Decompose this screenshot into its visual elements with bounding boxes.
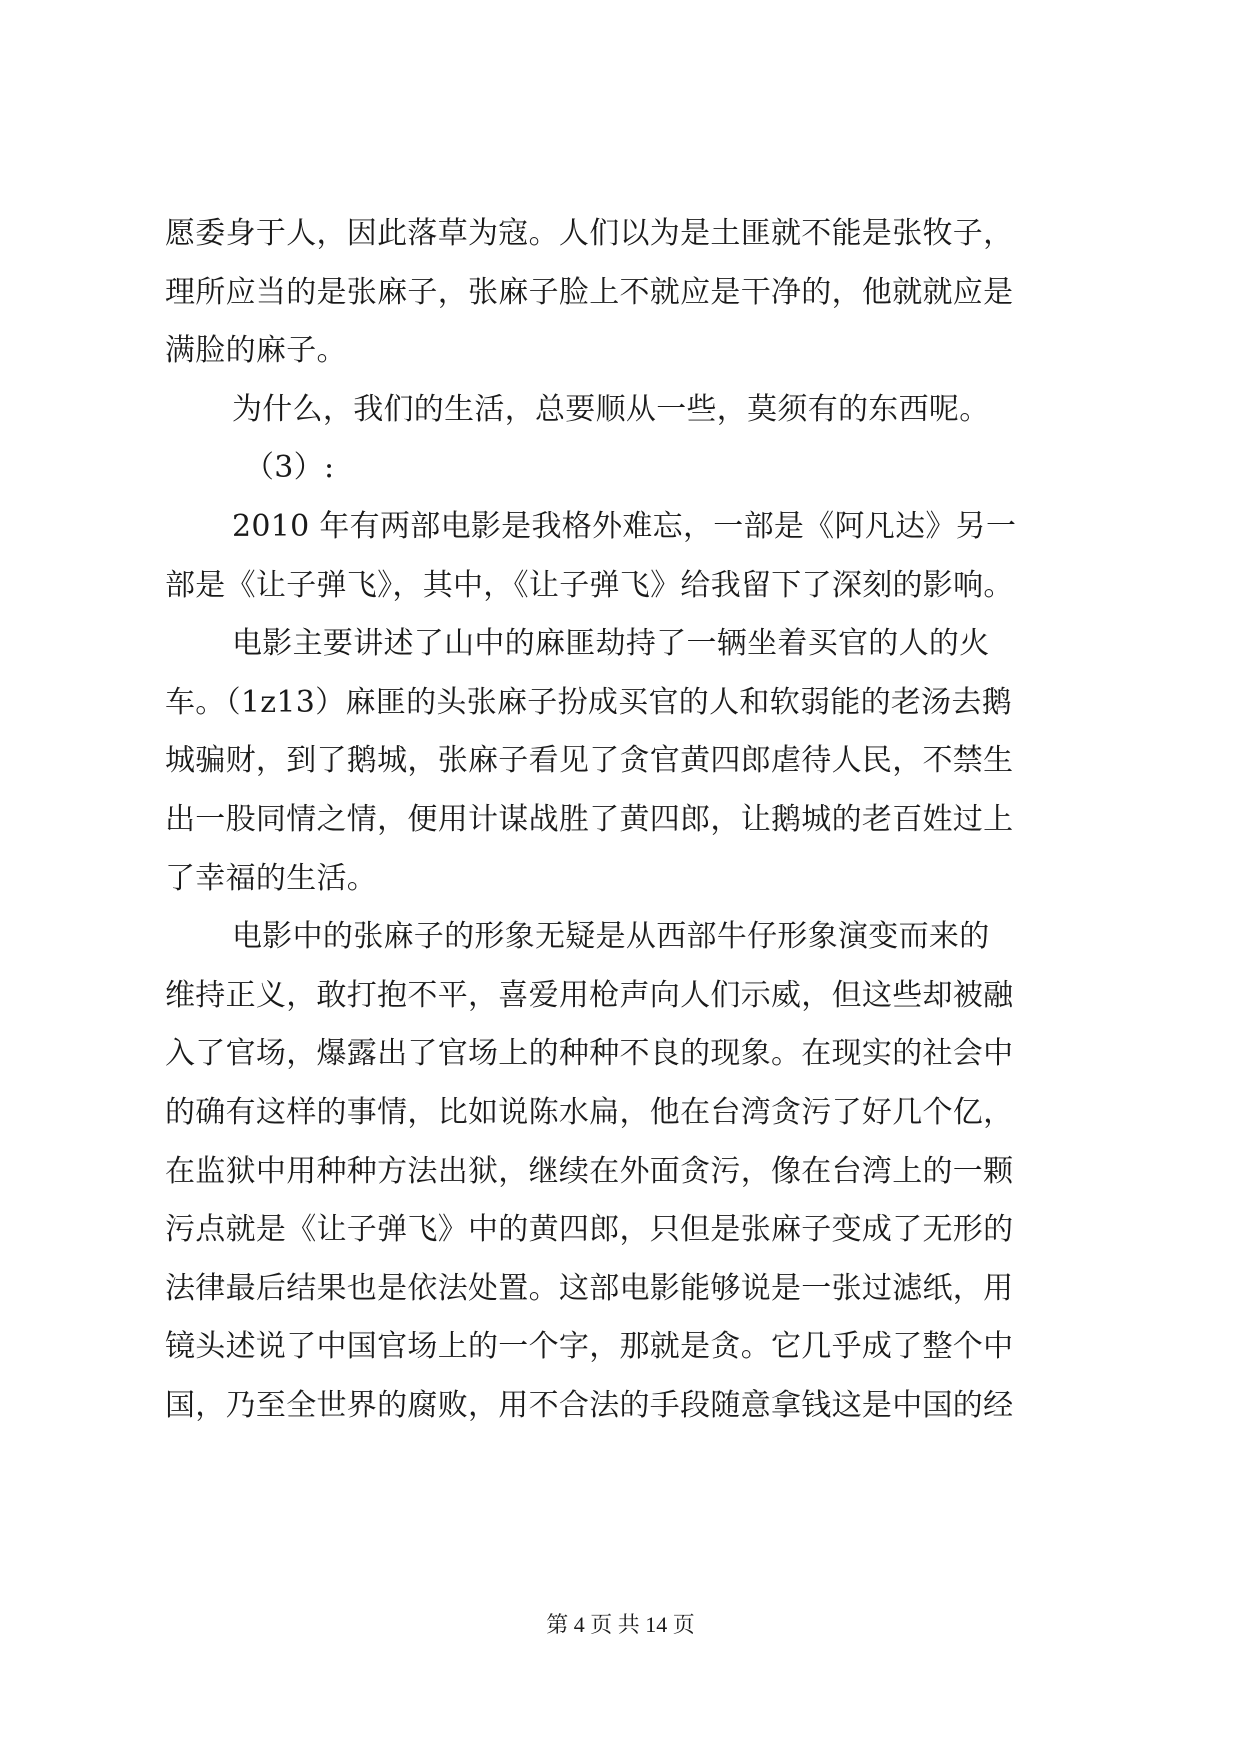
text-line: 愿委身于人，因此落草为寇。人们以为是土匪就不能是张牧子，: [165, 216, 1014, 251]
text-line: 理所应当的是张麻子，张麻子脸上不就应是干净的，他就就应是: [165, 274, 1014, 310]
paragraph-start-line: 为什么，我们的生活，总要顺从一些，莫须有的东西呢。: [232, 391, 990, 427]
paragraph-start-line: 电影主要讲述了山中的麻匪劫持了一辆坐着买官的人的火: [232, 626, 990, 662]
text-line: 部是《让子弹飞》，其中，《让子弹飞》给我留下了深刻的影响。: [165, 567, 1014, 603]
text-line: 国，乃至全世界的腐败，用不合法的手段随意拿钱这是中国的经: [165, 1387, 1014, 1423]
text-line: 污点就是《让子弹飞》中的黄四郎，只但是张麻子变成了无形的: [165, 1212, 1014, 1248]
text-line: 城骗财，到了鹅城，张麻子看见了贪官黄四郎虐待人民，不禁生: [165, 743, 1014, 779]
text-line: 满脸的麻子。: [165, 333, 347, 369]
paragraph-start-line: 2010 年有两部电影是我格外难忘，一部是《阿凡达》另一: [232, 508, 1017, 544]
page-footer: 第 4 页 共 14 页: [546, 1612, 695, 1637]
text-line: 维持正义，敢打抱不平，喜爱用枪声向人们示威，但这些却被融: [165, 977, 1014, 1013]
paragraph-start-line: 电影中的张麻子的形象无疑是从西部牛仔形象演变而来的: [232, 919, 990, 955]
body-text: [165, 205, 1085, 1435]
section-heading: （3）:: [244, 450, 335, 486]
text-line: 的确有这样的事情，比如说陈水扁，他在台湾贪污了好几个亿，: [165, 1094, 1014, 1130]
text-line: 在监狱中用种种方法出狱，继续在外面贪污，像在台湾上的一颗: [165, 1153, 1014, 1189]
text-line: 出一股同情之情，便用计谋战胜了黄四郎，让鹅城的老百姓过上: [165, 801, 1014, 837]
text-line: 法律最后结果也是依法处置。这部电影能够说是一张过滤纸，用: [165, 1270, 1014, 1306]
text-line: 车。（1z13）麻匪的头张麻子扮成买官的人和软弱能的老汤去鹅: [165, 684, 1013, 720]
text-line: 了幸福的生活。: [165, 860, 378, 896]
text-line: 入了官场，爆露出了官场上的种种不良的现象。在现实的社会中: [165, 1036, 1014, 1072]
text-line: 镜头述说了中国官场上的一个字，那就是贪。它几乎成了整个中: [165, 1329, 1014, 1365]
